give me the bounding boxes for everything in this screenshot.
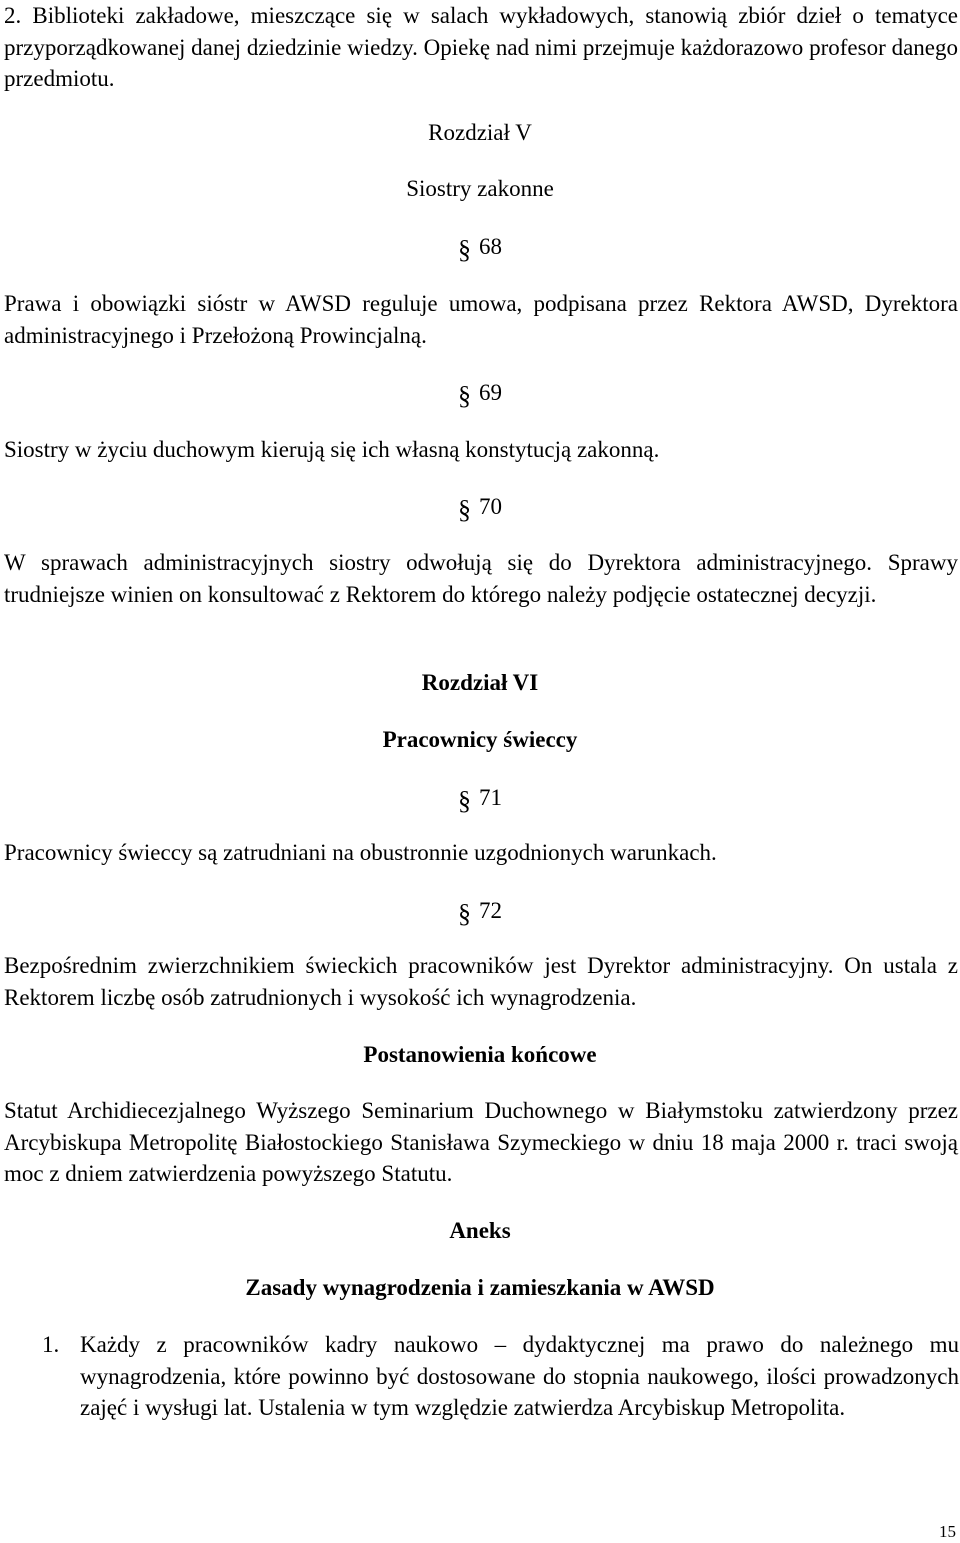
paragraph-69: Siostry w życiu duchowym kierują się ich własną konstytucją zakonną. bbox=[4, 437, 660, 462]
section-68 bbox=[0, 230, 960, 263]
section-number: 68 bbox=[479, 234, 502, 259]
page-number: 15 bbox=[939, 1522, 956, 1541]
chapter-v-title: Siostry zakonne bbox=[406, 176, 554, 201]
paragraph-68: Prawa i obowiązki sióstr w AWSD reguluje umowa, podpisana przez Rektora AWSD, Dyrektora administracyjnego i Przełożoną Prowincjalną. bbox=[4, 291, 958, 348]
paragraph-final: Statut Archidiecezjalnego Wyższego Seminarium Duchownego w Białymstoku zatwierdzony przez Arcybiskupa Metropolitę Białostockiego Stanisława Szymeckiego w dniu 18 maja 2000 r. traci swoją moc z dniem zatwierdzenia powyższego Statutu. bbox=[4, 1098, 958, 1186]
section-sign: § bbox=[458, 495, 471, 524]
section-sign: § bbox=[458, 899, 471, 928]
section-number: 69 bbox=[479, 380, 502, 405]
section-number: 72 bbox=[479, 898, 502, 923]
section-72 bbox=[0, 894, 960, 927]
section-sign: § bbox=[458, 786, 471, 815]
annex-title: Zasady wynagrodzenia i zamieszkania w AWSD bbox=[245, 1275, 715, 1300]
paragraph-70: W sprawach administracyjnych siostry odwołują się do Dyrektora administracyjnego. Sprawy trudniejsze winien on konsultować z Rektorem do którego należy podjęcie ostatecznej decyzji. bbox=[4, 550, 958, 607]
paragraph-libraries: 2. Biblioteki zakładowe, mieszczące się w salach wykładowych, stanowią zbiór dzieł o tematyce przyporządkowanej danej dziedzinie wiedzy. Opiekę nad nimi przejmuje każdorazowo profesor danego przedmiotu. bbox=[4, 3, 958, 91]
chapter-vi-heading: Rozdział VI bbox=[421, 670, 539, 695]
section-71 bbox=[0, 781, 960, 814]
chapter-vi-title: Pracownicy świeccy bbox=[382, 727, 578, 752]
list-item-number: 1. bbox=[42, 1332, 60, 1357]
section-sign: § bbox=[458, 381, 471, 410]
annex-heading: Aneks bbox=[449, 1218, 511, 1243]
chapter-v-heading: Rozdział V bbox=[428, 120, 532, 145]
section-69 bbox=[0, 376, 960, 409]
section-sign: § bbox=[458, 235, 471, 264]
list-item-text: Każdy z pracowników kadry naukowo – dydaktycznej ma prawo do należnego mu wynagrodzenia, które powinno być dostosowane do stopnia naukowego, ilości prowadzonych zajęć i wysługi lat. Ustalenia w tym względzie zatwierdza Arcybiskup Metropolita. bbox=[80, 1332, 959, 1420]
paragraph-71: Pracownicy świeccy są zatrudniani na obustronnie uzgodnionych warunkach. bbox=[4, 840, 717, 865]
section-70 bbox=[0, 490, 960, 523]
final-provisions-heading: Postanowienia końcowe bbox=[363, 1042, 597, 1067]
paragraph-72: Bezpośrednim zwierzchnikiem świeckich pracowników jest Dyrektor administracyjny. On ustala z Rektorem liczbę osób zatrudnionych i wysokość ich wynagrodzenia. bbox=[4, 953, 958, 1010]
section-number: 70 bbox=[479, 494, 502, 519]
section-number: 71 bbox=[479, 785, 502, 810]
